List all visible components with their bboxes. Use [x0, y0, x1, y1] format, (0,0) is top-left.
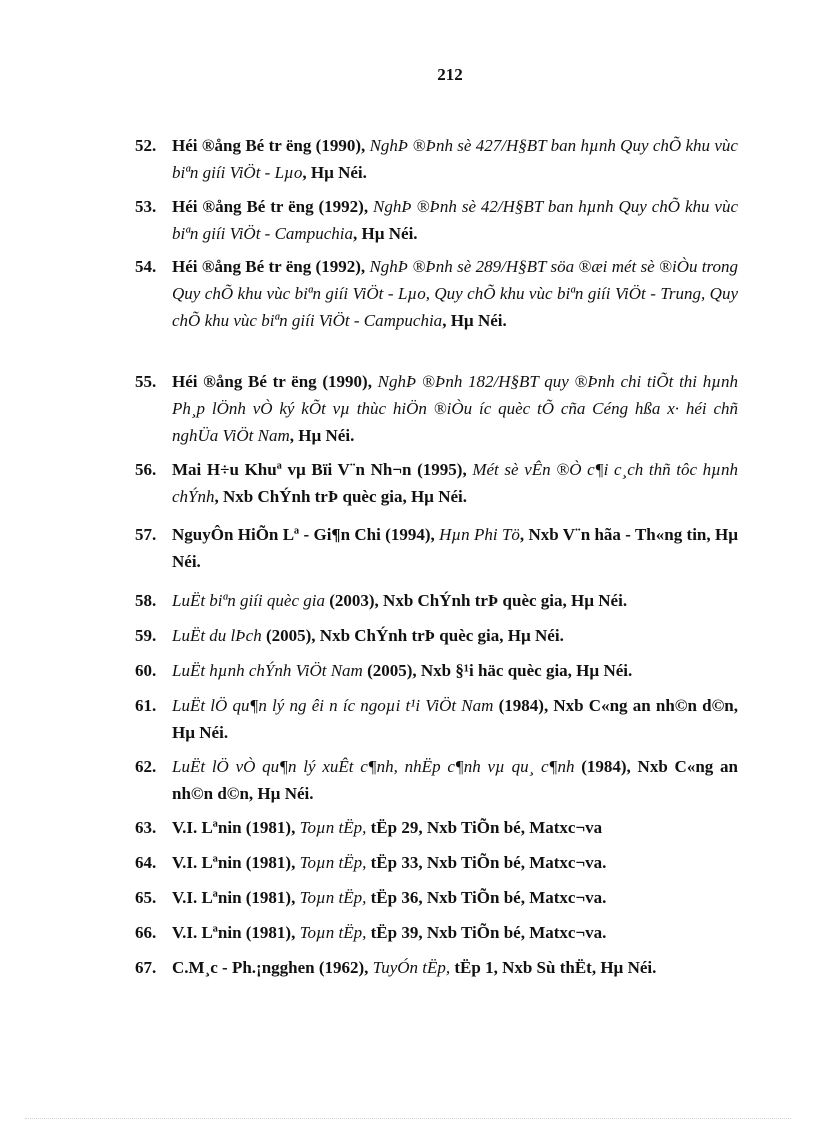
reference-text — [172, 456, 738, 510]
reference-number: 58. — [135, 591, 157, 610]
reference-segment: (2005), Nxb ChÝnh trÞ quèc gia, Hµ Néi. — [261, 626, 564, 645]
reference-text — [172, 253, 738, 334]
reference-segment: Héi ®ång Bé tr ëng (1992), — [172, 197, 373, 216]
reference-title: LuËt hµnh chÝnh ViÖt Nam — [172, 661, 363, 680]
reference-segment: Mai H÷u Khuª vµ Bïi V¨n Nh¬n (1995), — [172, 460, 473, 479]
reference-segment: , Hµ Néi. — [442, 311, 507, 330]
reference-text — [172, 587, 738, 614]
reference-segment: (1984), Nxb C«ng an nh©n d©n, Hµ Néi. — [172, 757, 738, 803]
reference-title: Mét sè vÊn ®Ò c¶i c¸ch thñ tôc hµnh chÝnh — [172, 460, 738, 506]
reference-text — [172, 657, 738, 684]
reference-text — [172, 521, 738, 575]
reference-text — [172, 622, 738, 649]
reference-title: Hµn Phi Tö — [439, 525, 520, 544]
reference-title: NghÞ ®Þnh sè 42/H§BT ban hµnh Quy chÕ khu vùc biªn giíi ViÖt - Campuchia — [172, 197, 738, 243]
reference-segment: tËp 36, Nxb TiÕn bé, Matxc¬va. — [366, 888, 607, 907]
reference-text — [172, 132, 738, 186]
reference-number: 61. — [135, 696, 157, 715]
reference-text — [172, 368, 738, 449]
reference-number: 67. — [135, 958, 157, 977]
reference-title: LuËt lÖ vÒ qu¶n lý xuÊt c¶nh, nhËp c¶nh vµ qu¸ c¶nh — [172, 757, 575, 776]
reference-text — [172, 753, 738, 807]
reference-segment: , Nxb V¨n hãa - Th«ng tin, Hµ Néi. — [172, 525, 738, 571]
reference-segment: tËp 33, Nxb TiÕn bé, Matxc¬va. — [366, 853, 607, 872]
reference-text — [172, 692, 738, 746]
reference-number: 56. — [135, 460, 157, 479]
reference-segment: tËp 39, Nxb TiÕn bé, Matxc¬va. — [366, 923, 607, 942]
reference-segment: V.I. Lªnin (1981), — [172, 818, 300, 837]
reference-segment: NguyÔn HiÕn Lª - Gi¶n Chi (1994), — [172, 525, 440, 544]
reference-title: Toµn tËp, — [299, 853, 367, 872]
reference-segment: (2005), Nxb §¹i häc quèc gia, Hµ Néi. — [362, 661, 633, 680]
reference-text — [172, 884, 738, 911]
reference-title: NghÞ ®Þnh sè 427/H§BT ban hµnh Quy chÕ khu vùc biªn giíi ViÖt - Lµo — [172, 136, 738, 182]
reference-segment: Héi ®ång Bé tr ëng (1990), — [172, 136, 370, 155]
reference-number: 55. — [135, 372, 157, 391]
reference-segment: Héi ®ång Bé tr ëng (1990), — [172, 372, 378, 391]
page-bottom-divider — [25, 1118, 791, 1119]
reference-title: LuËt lÖ qu¶n lý ng êi n íc ngoµi t¹i ViÖt Nam — [172, 696, 494, 715]
reference-number: 66. — [135, 923, 157, 942]
page-number: 212 — [437, 65, 463, 84]
reference-segment: , Hµ Néi. — [352, 224, 418, 243]
reference-text — [172, 849, 738, 876]
reference-number: 57. — [135, 525, 157, 544]
reference-text — [172, 919, 738, 946]
reference-segment: tËp 1, Nxb Sù thËt, Hµ Néi. — [450, 958, 657, 977]
reference-title: Toµn tËp, — [299, 818, 367, 837]
reference-number: 59. — [135, 626, 157, 645]
reference-segment: V.I. Lªnin (1981), — [172, 888, 300, 907]
reference-segment: Héi ®ång Bé tr ëng (1992), — [172, 257, 370, 276]
reference-segment: V.I. Lªnin (1981), — [172, 853, 300, 872]
reference-text — [172, 193, 738, 247]
reference-number: 52. — [135, 136, 157, 155]
reference-segment: C.M¸c - Ph.¡ngghen (1962), — [172, 958, 373, 977]
reference-segment: , Nxb ChÝnh trÞ quèc gia, Hµ Néi. — [214, 487, 468, 506]
reference-segment: , Hµ Néi. — [289, 426, 355, 445]
reference-title: NghÞ ®Þnh 182/H§BT quy ®Þnh chi tiÕt thi hµnh Ph¸p lÖnh vÒ ký kÕt vµ thùc hiÖn ®iÒu íc quèc tÕ cña Céng hßa x· héi chñ nghÜa ViÖt Nam — [172, 372, 738, 445]
reference-number: 60. — [135, 661, 157, 680]
reference-number: 53. — [135, 197, 157, 216]
reference-segment: (2003), Nxb ChÝnh trÞ quèc gia, Hµ Néi. — [324, 591, 628, 610]
reference-segment: tËp 29, Nxb TiÕn bé, Matxc¬va — [366, 818, 603, 837]
reference-text — [172, 814, 738, 841]
reference-number: 62. — [135, 757, 157, 776]
reference-title: LuËt du lÞch — [172, 626, 262, 645]
reference-title: LuËt biªn giíi quèc gia — [172, 591, 325, 610]
reference-number: 54. — [135, 257, 157, 276]
reference-title: Toµn tËp, — [299, 888, 367, 907]
reference-number: 63. — [135, 818, 157, 837]
reference-segment: , Hµ Néi. — [302, 163, 367, 182]
reference-segment: V.I. Lªnin (1981), — [172, 923, 300, 942]
reference-title: TuyÓn tËp, — [372, 958, 451, 977]
reference-segment: (1984), Nxb C«ng an nh©n d©n, Hµ Néi. — [172, 696, 738, 742]
reference-text — [172, 954, 738, 981]
reference-number: 65. — [135, 888, 157, 907]
reference-title: NghÞ ®Þnh sè 289/H§BT söa ®æi mét sè ®iÒu trong Quy chÕ khu vùc biªn giíi ViÖt - Lµo, Quy chÕ khu vùc biªn giíi ViÖt - Trung, Quy chÕ khu vùc biªn giíi ViÖt - Campuchia — [172, 257, 739, 330]
reference-number: 64. — [135, 853, 157, 872]
reference-title: Toµn tËp, — [299, 923, 367, 942]
